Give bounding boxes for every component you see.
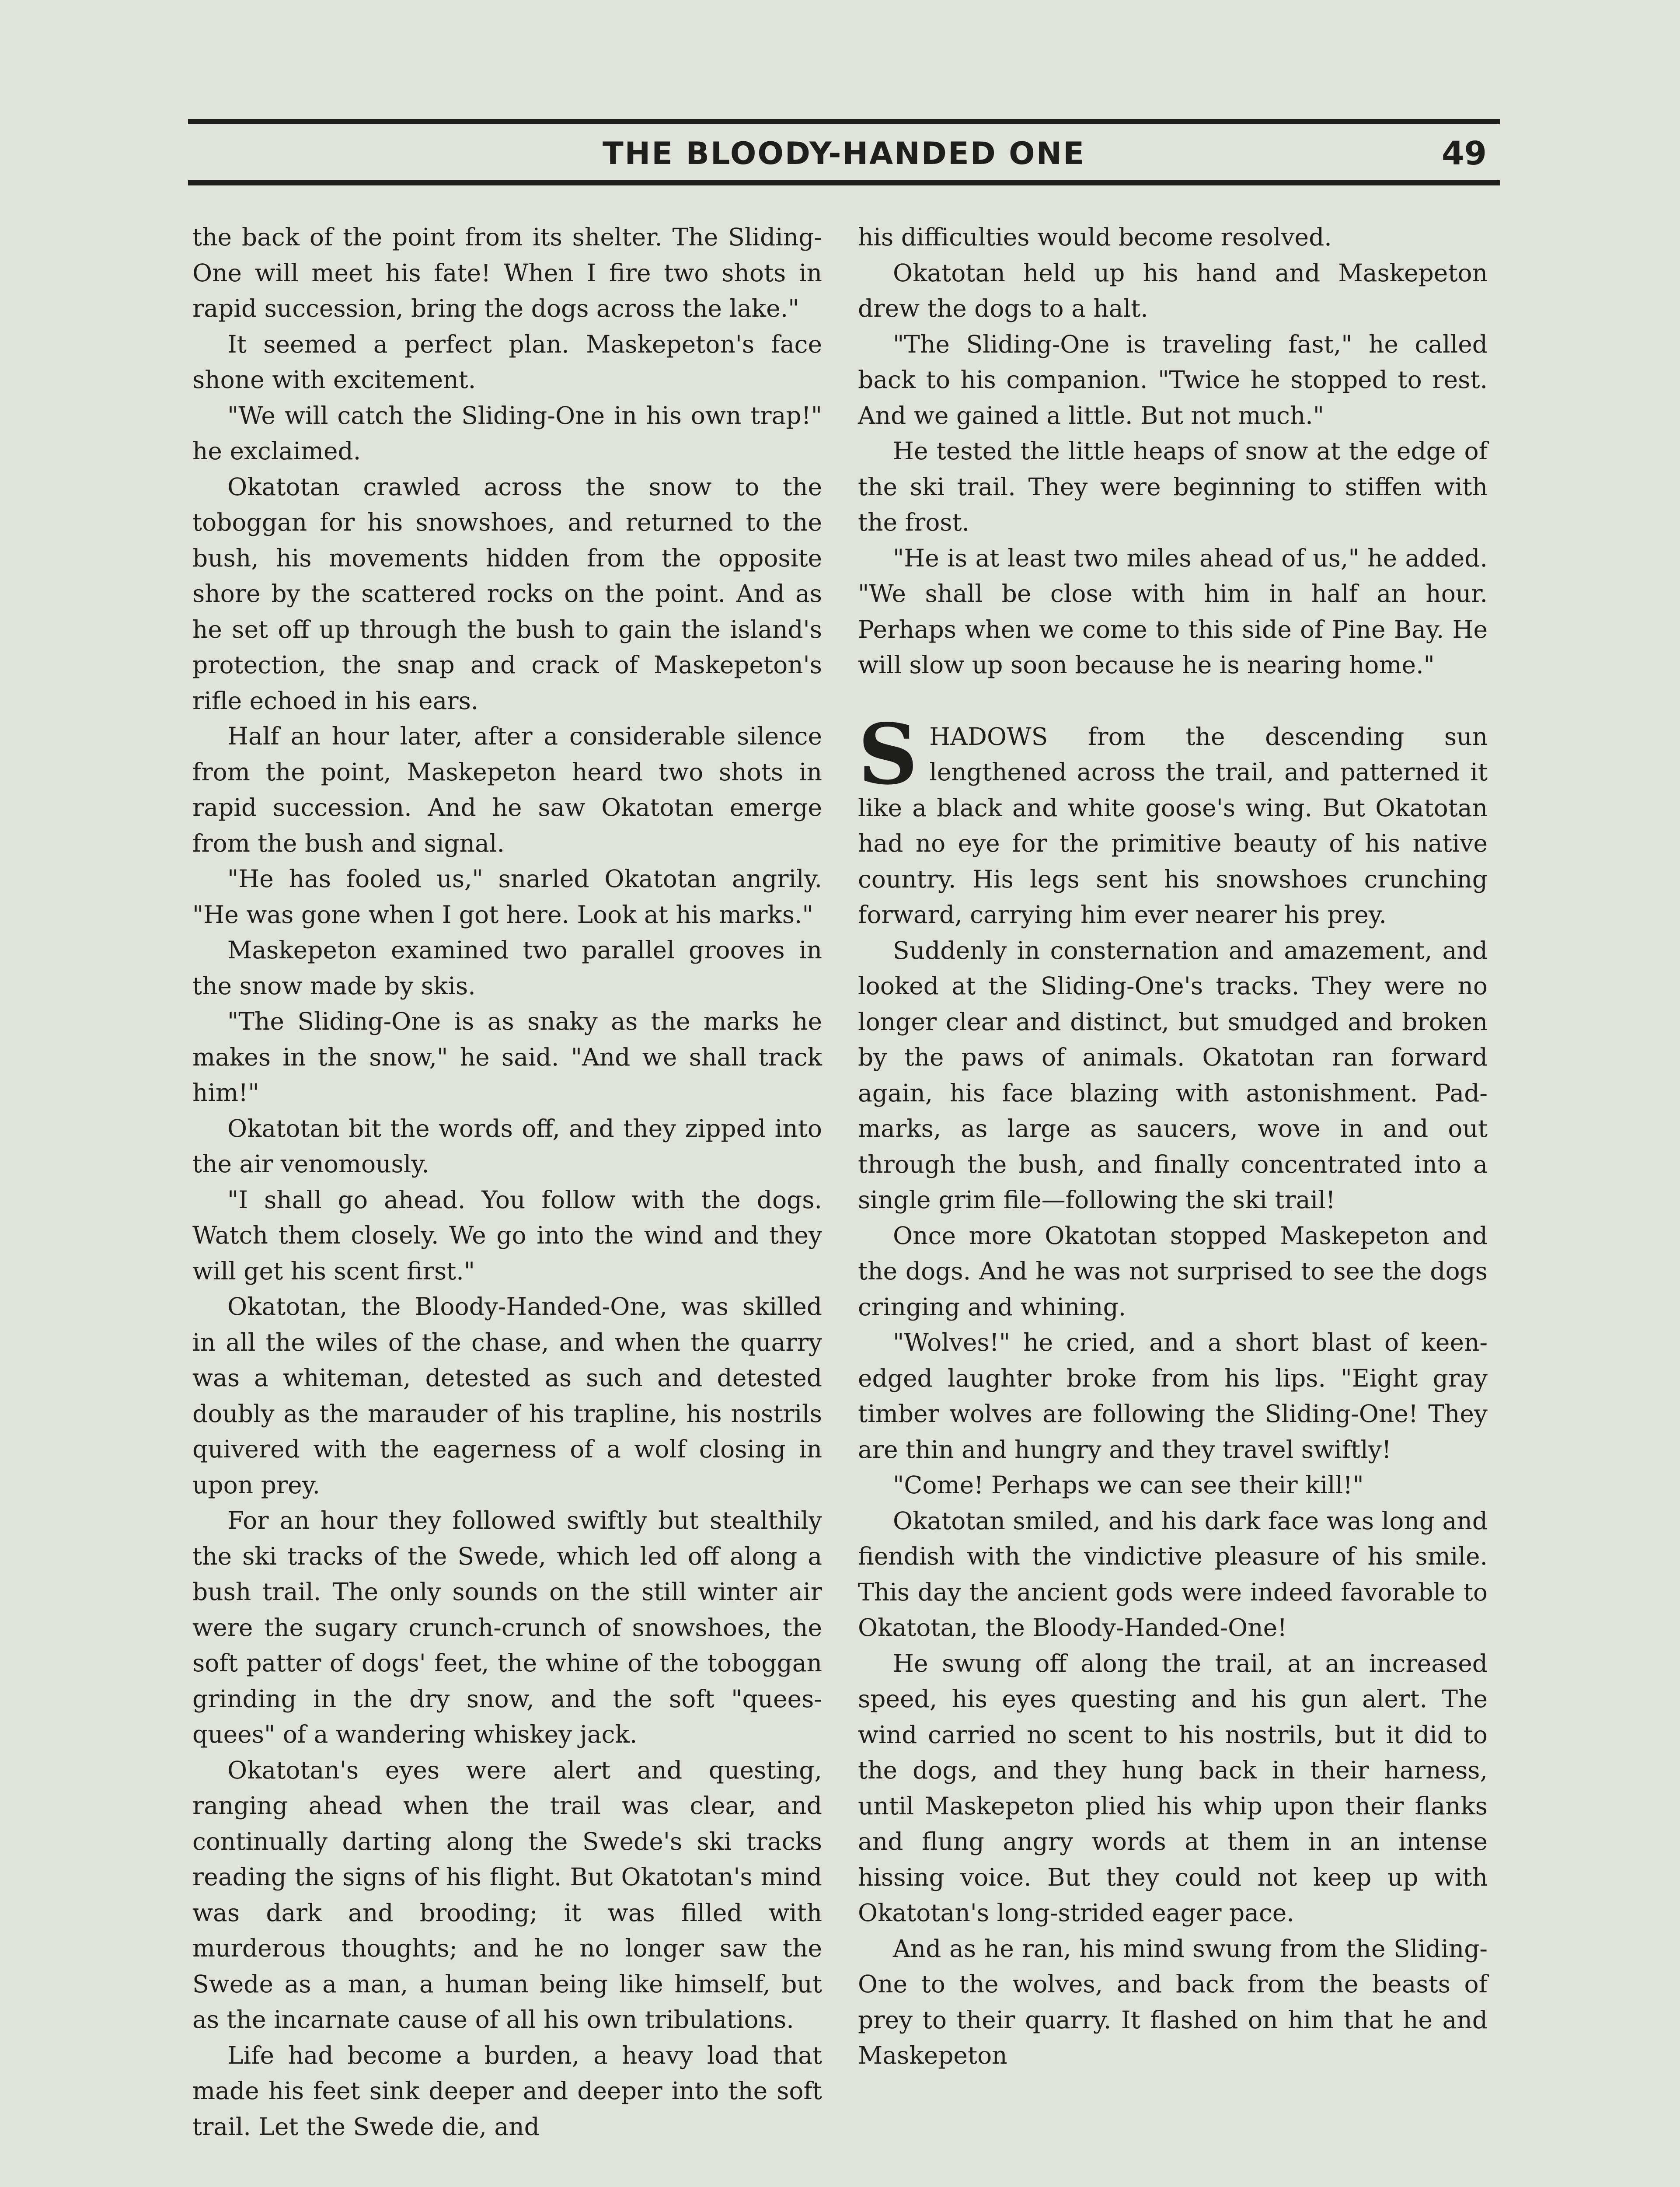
paragraph: Okatotan held up his hand and Maskepeton drew the dogs to a halt. (858, 259, 1488, 322)
paragraph: "I shall go ahead. You follow with the dogs. Watch them closely. We go into the wind and they will get his scent first." (192, 1185, 822, 1285)
paragraph: "We will catch the Sliding-One in his own trap!" he exclaimed. (192, 401, 822, 465)
paragraph: his difficulties would become resolved. (858, 223, 1332, 251)
running-head (188, 129, 1500, 178)
header-top-rule (188, 119, 1500, 124)
paragraph: Okatotan smiled, and his dark face was long and fiendish with the vindictive pleasure of his smile. This day the ancient gods were indeed favorable to Okatotan, the Bloody-Handed-One! (858, 1506, 1488, 1642)
section-opening-paragraph (858, 705, 1488, 933)
paragraph: "He has fooled us," snarled Okatotan angrily. "He was gone when I got here. Look at his marks." (192, 865, 822, 929)
running-title: THE BLOODY-HANDED ONE (602, 136, 1086, 171)
paragraph: Life had become a burden, a heavy load that made his feet sink deeper and deeper into the soft trail. Let the Swede die, and (192, 2041, 822, 2141)
paragraph: Okatotan's eyes were alert and questing, ranging ahead when the trail was clear, and continually darting along the Swede's ski tracks reading the signs of his flight. But Okatotan's mind was dark and brooding; it was filled with murderous thoughts; and he no longer saw the Swede as a man, a human being like himself, but as the incarnate cause of all his own tribulations. (192, 1756, 822, 2033)
left-column (192, 220, 822, 2145)
paragraph: And as he ran, his mind swung from the Sliding-One to the wolves, and back from the beasts of prey to their quarry. It flashed on him that he and Maskepeton (858, 1934, 1488, 2069)
paragraph: "The Sliding-One is traveling fast," he called back to his companion. "Twice he stopped to rest. And we gained a little. But not much." (858, 330, 1488, 430)
section-opening-text: from the descending sun lengthened across the trail, and patterned it like a black and white goose's wing. But Okatotan had no eye for the primitive beauty of his native country. His legs sent his snowshoes crunching forward, carrying him ever nearer his prey. (858, 722, 1488, 929)
paragraph: For an hour they followed swiftly but stealthily the ski tracks of the Swede, which led off along a bush trail. The only sounds on the still winter air were the sugary crunch-crunch of snowshoes, the soft patter of dogs' feet, the whine of the toboggan grinding in the dry snow, and the soft "quees-quees" of a wandering whiskey jack. (192, 1506, 822, 1748)
paragraph: "Wolves!" he cried, and a short blast of keen-edged laughter broke from his lips. "Eight gray timber wolves are following the Sliding-One! They are thin and hungry and they travel swiftly! (858, 1328, 1488, 1464)
paragraph: It seemed a perfect plan. Maskepeton's face shone with excitement. (192, 330, 822, 394)
paragraph: Half an hour later, after a considerable silence from the point, Maskepeton heard two shots in rapid succession. And he saw Okatotan emerge from the bush and signal. (192, 722, 822, 857)
paragraph: "He is at least two miles ahead of us," he added. "We shall be close with him in half an hour. Perhaps when we come to this side of Pine Bay. He will slow up soon because he is nearing home." (858, 544, 1488, 679)
paragraph: Suddenly in consternation and amazement, and looked at the Sliding-One's tracks. They were no longer clear and distinct, but smudged and broken by the paws of animals. Okatotan ran forward again, his face blazing with astonishment. Pad-marks, as large as saucers, wove in and out through the bush, and finally concentrated into a single grim file—following the ski trail! (858, 936, 1488, 1214)
paragraph: Maskepeton examined two parallel grooves in the snow made by skis. (192, 936, 822, 1000)
small-caps-lead: HADOWS (929, 722, 1048, 751)
paragraph: the back of the point from its shelter. The Sliding-One will meet his fate! When I fire two shots in rapid succession, bring the dogs across the lake." (192, 223, 822, 322)
paragraph: He tested the little heaps of snow at the edge of the ski trail. They were beginning to stiffen with the frost. (858, 437, 1488, 536)
header-bottom-rule (188, 180, 1500, 185)
paragraph: Okatotan crawled across the snow to the toboggan for his snowshoes, and returned to the bush, his movements hidden from the opposite shore by the scattered rocks on the point. And as he set off up through the bush to gain the island's protection, the snap and crack of Maskepeton's rifle echoed in his ears. (192, 472, 822, 715)
page-number: 49 (1442, 135, 1487, 172)
right-column (858, 220, 1488, 2074)
paragraph: He swung off along the trail, at an increased speed, his eyes questing and his gun alert. The wind carried no scent to his nostrils, but it did to the dogs, and they hung back in their harness, until Maskepeton plied his whip upon their flanks and flung angry words at them in an intense hissing voice. But they could not keep up with Okatotan's long-strided eager pace. (858, 1649, 1488, 1927)
paragraph: "The Sliding-One is as snaky as the marks he makes in the snow," he said. "And we shall track him!" (192, 1007, 822, 1107)
drop-cap: S (858, 705, 918, 803)
paragraph: Once more Okatotan stopped Maskepeton and the dogs. And he was not surprised to see the dogs cringing and whining. (858, 1221, 1488, 1321)
paragraph: Okatotan bit the words off, and they zipped into the air venomously. (192, 1114, 822, 1178)
paragraph: "Come! Perhaps we can see their kill!" (893, 1471, 1364, 1499)
paragraph: Okatotan, the Bloody-Handed-One, was skilled in all the wiles of the chase, and when the quarry was a whiteman, detested as such and detested doubly as the marauder of his trapline, his nostrils quivered with the eagerness of a wolf closing in upon prey. (192, 1293, 822, 1499)
